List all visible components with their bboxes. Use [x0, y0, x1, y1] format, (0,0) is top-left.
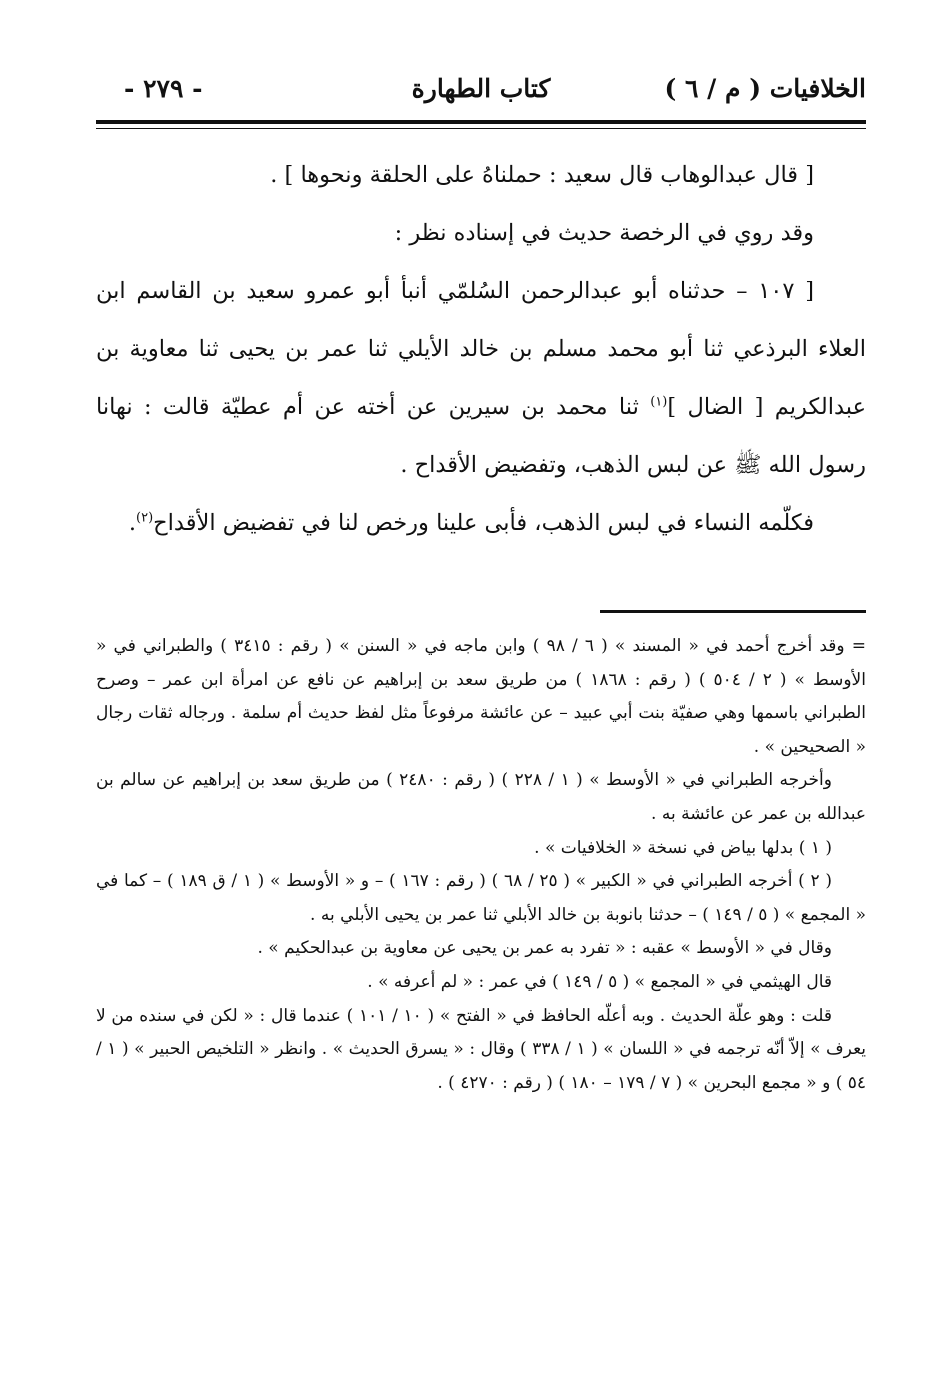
- footnote-ref-1: (١): [650, 394, 668, 410]
- main-text: [96, 146, 866, 552]
- footnote-2: ( ٢ ) أخرجه الطبراني في « الكبير » ( ٢٥ / ٦٨ ) ( رقم : ١٦٧ ) – و « الأوسط » ( ١ / ق ١٨٩ ) – كما في « المجمع » ( ٥ / ١٤٩ ) – حدثنا بانوبة بن خالد الأبلي ثنا عمر بن يحيى الأبلي به .: [96, 871, 866, 925]
- footnote-1: ( ١ ) بدلها بياض في نسخة « الخلافيات » .: [534, 837, 832, 858]
- footnote-2-para-4: قلت : وهو علّة الحديث . وبه أعلّه الحافظ في « الفتح » ( ١٠ / ١٠١ ) عندما قال : « لكن في سنده من لا يعرف » إلاّ أنّه ترجمه في « اللسان » ( ١ / ٣٣٨ ) وقال : « يسرق الحديث » . وانظر « التلخيص الحبير » ( ١ / ٥٤ ) و « مجمع البحرين » ( ٧ / ١٧٩ – ١٨٠ ) ( رقم : ٤٢٧٠ ) .: [96, 1005, 866, 1093]
- footnote-continuation: = وقد أخرج أحمد في « المسند » ( ٦ / ٩٨ ) وابن ماجه في « السنن » ( رقم : ٣٤١٥ ) والطبراني في « الأوسط » ( ٢ / ٥٠٤ ) ( رقم : ١٨٦٨ ) من طريق سعد بن إبراهيم عن نافع عن امرأة ابن عمر – وصرح الطبراني باسمها وهي صفيّة بنت أبي عبيد – عن عائشة مرفوعاً مثل لفظ حديث أم سلمة . ورجاله ثقات رجال « الصحيحين » .: [96, 636, 866, 757]
- paragraph-3: [96, 262, 866, 494]
- paragraph-2: وقد روي في الرخصة حديث في إسناده نظر :: [394, 220, 814, 246]
- footnote-2-para-3: قال الهيثمي في « المجمع » ( ٥ / ١٤٩ ) في عمر : « لم أعرفه » .: [367, 971, 832, 992]
- page-number: - ٢٧٩ -: [124, 74, 203, 103]
- paragraph-3-text-a: [ ١٠٧ – حدثناه أبو عبدالرحمن السُلمّي أنبأ أبو عمرو سعيد بن القاسم ابن العلاء البرذعي ثنا أبو محمد مسلم بن خالد الأيلي ثنا عمر بن يحيى ثنا معاوية بن عبدالكريم [ الضال ]: [96, 278, 866, 420]
- paragraph-3-text-b: ثنا محمد بن سيرين عن أخته عن أم عطيّة قالت : نهانا رسول الله ﷺ عن لبس الذهب، وتفضيض الأقداح .: [96, 394, 866, 478]
- header-rule-thick: [96, 120, 866, 124]
- page-header: [96, 68, 866, 118]
- footnote-separator: [600, 610, 866, 613]
- volume-title: الخلافيات ( م / ٦ ): [664, 74, 866, 103]
- paragraph-4-text-a: فكلّمه النساء في لبس الذهب، فأبى علينا ورخص لنا في تفضيض الأقداح: [153, 510, 814, 536]
- footnote-continuation-2: وأخرجه الطبراني في « الأوسط » ( ١ / ٢٢٨ ) ( رقم : ٢٤٨٠ ) من طريق سعد بن إبراهيم عن سالم بن عبدالله بن عمر عن عائشة به .: [96, 770, 866, 824]
- paragraph-1: [ قال عبدالوهاب قال سعيد : حملناهُ على الحلقة ونحوها ] .: [270, 162, 814, 188]
- paragraph-4-text-b: .: [128, 510, 137, 536]
- chapter-title: كتاب الطهارة: [411, 74, 551, 103]
- footnotes: [96, 630, 866, 1100]
- book-page: [96, 68, 866, 1308]
- paragraph-4: [96, 494, 866, 552]
- footnote-ref-2: (٢): [136, 510, 154, 526]
- header-rule-thin: [96, 128, 866, 129]
- footnote-2-para-2: وقال في « الأوسط » عقبه : « تفرد به عمر بن يحيى عن معاوية بن عبدالحكيم » .: [257, 938, 832, 959]
